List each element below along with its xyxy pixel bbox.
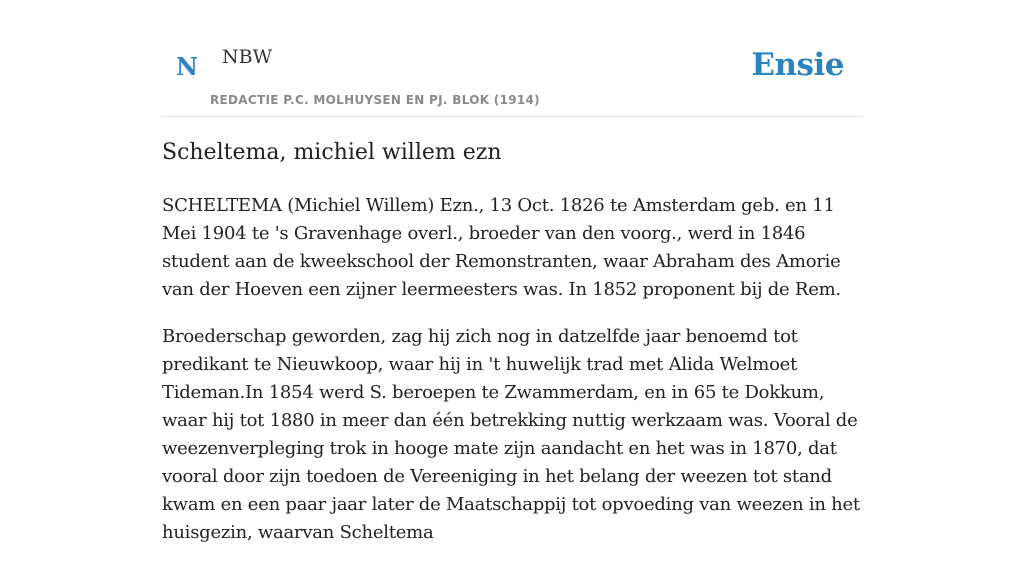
page-title: Scheltema, michiel willem ezn (162, 140, 502, 165)
header (162, 0, 862, 117)
source-logo[interactable]: N (176, 52, 198, 81)
brand-logo[interactable]: Ensie (751, 47, 844, 83)
source-name[interactable]: NBW (222, 46, 273, 68)
article-paragraph-1: SCHELTEMA (Michiel Willem) Ezn., 13 Oct. 1826 te Amsterdam geb. en 11 Mei 1904 te 's Gravenhage overl., broeder van den voorg., werd in 1846 student aan de kweekschool der Remonstranten, waar Abraham des Amorie van der Hoeven een zijner leermeesters was. In 1852 proponent bij de Rem. (162, 195, 841, 300)
article-paragraph-2: Broederschap geworden, zag hij zich nog in datzelfde jaar benoemd tot predikant te Nieuwkoop, waar hij in 't huwelijk trad met Alida Welmoet Tideman.In 1854 werd S. beroepen te Zwammerdam, en in 65 te Dokkum, waar hij tot 1880 in meer dan één betrekking nuttig werkzaam was. Vooral de weezenverpleging trok in hooge mate zijn aandacht en het was in 1870, dat vooral door zijn toedoen de Vereeniging in het belang der weezen tot stand kwam en een paar jaar later de Maatschappij tot opvoeding van weezen in het huisgezin, waarvan Scheltema (162, 326, 860, 543)
source-subtitle: REDACTIE P.C. MOLHUYSEN EN PJ. BLOK (1914) (210, 93, 540, 107)
article-body (162, 192, 862, 566)
